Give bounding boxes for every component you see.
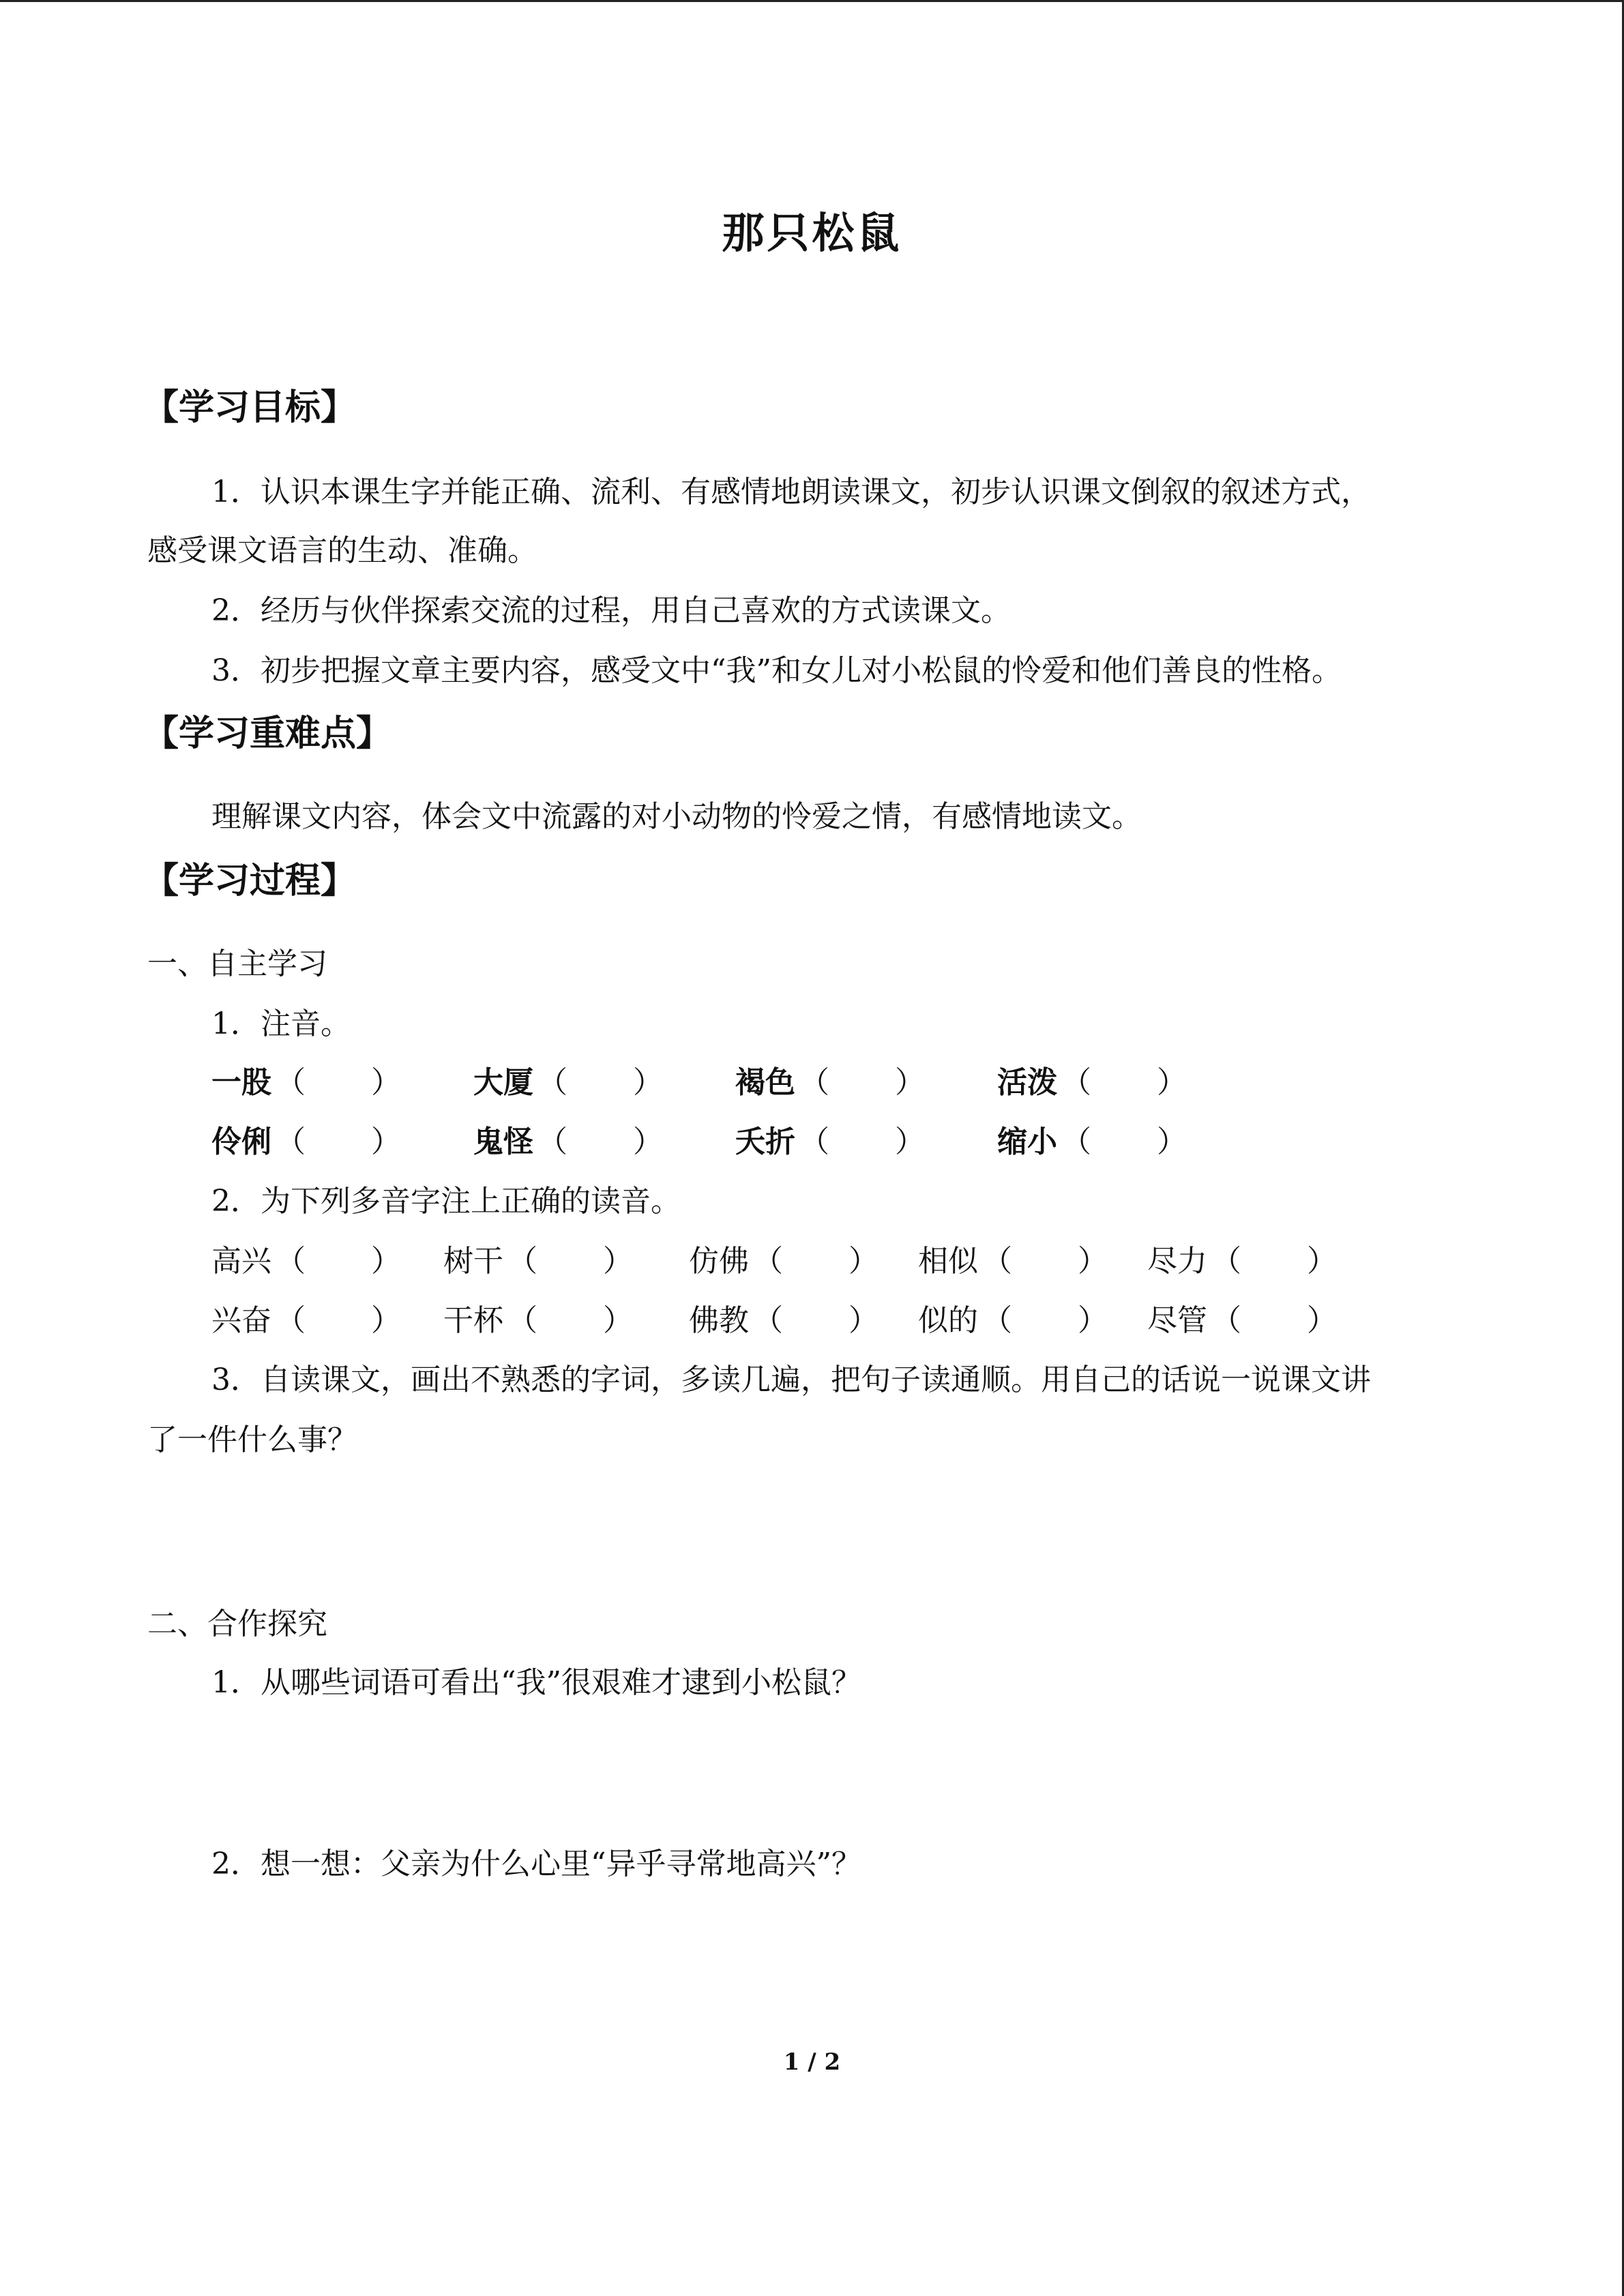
pinyin-word	[211, 1064, 401, 1102]
polyphone-word	[211, 1302, 401, 1340]
paren-open: （	[276, 1124, 306, 1159]
paren-open: （	[276, 1065, 306, 1100]
pinyin-word-text: 褐色	[735, 1065, 795, 1100]
paren-open: （	[799, 1065, 829, 1100]
paren-open: （	[753, 1303, 783, 1338]
polyphone-word	[443, 1302, 633, 1340]
pinyin-word	[735, 1064, 925, 1102]
part2-question-2: 2．想一想：父亲为什么心里“异乎寻常地高兴”？	[211, 1847, 861, 1881]
key-points-text: 理解课文内容，体会文中流露的对小动物的怜爱之情，有感情地读文。	[211, 799, 1142, 834]
part1-question-1: 1．注音。	[211, 1007, 351, 1041]
paren-close: ）	[603, 1303, 633, 1338]
paren-close: ）	[1157, 1065, 1187, 1100]
paren-open: （	[1211, 1244, 1241, 1279]
paren-close: ）	[895, 1124, 925, 1159]
part1-question-3-line-1: 3．自读课文，画出不熟悉的字词，多读几遍，把句子读通顺。用自己的话说一说课文讲	[211, 1362, 1371, 1397]
polyphone-word	[443, 1242, 633, 1281]
pinyin-word	[997, 1064, 1187, 1102]
polyphone-word-text: 佛教	[689, 1303, 749, 1338]
pinyin-word	[735, 1123, 925, 1161]
pinyin-word-text: 大厦	[473, 1065, 533, 1100]
paren-close: ）	[603, 1244, 633, 1279]
paren-open: （	[507, 1303, 537, 1338]
paren-close: ）	[371, 1303, 401, 1338]
pinyin-word-text: 鬼怪	[473, 1124, 533, 1159]
polyphone-word	[918, 1242, 1108, 1281]
paren-close: ）	[1307, 1244, 1337, 1279]
page-border-top	[0, 0, 1624, 2]
polyphone-word-text: 干杯	[443, 1303, 503, 1338]
polyphone-word	[689, 1242, 879, 1281]
pinyin-word-text: 缩小	[997, 1124, 1057, 1159]
paren-close: ）	[1078, 1244, 1108, 1279]
paren-open: （	[537, 1124, 567, 1159]
paren-close: ）	[371, 1065, 401, 1100]
polyphone-word	[918, 1302, 1108, 1340]
paren-close: ）	[1157, 1124, 1187, 1159]
pinyin-word-text: 夭折	[735, 1124, 795, 1159]
paren-open: （	[753, 1244, 783, 1279]
paren-close: ）	[633, 1124, 663, 1159]
goal-item-3: 3．初步把握文章主要内容，感受文中“我”和女儿对小松鼠的怜爱和他们善良的性格。	[211, 653, 1342, 688]
polyphone-word-text: 仿佛	[689, 1244, 749, 1279]
polyphone-word-text: 相似	[918, 1244, 978, 1279]
pinyin-word	[473, 1064, 663, 1102]
paren-close: ）	[895, 1065, 925, 1100]
paren-open: （	[276, 1303, 306, 1338]
part2-question-1: 1．从哪些词语可看出“我”很艰难才逮到小松鼠？	[211, 1665, 861, 1700]
part2-title: 二、合作探究	[147, 1607, 327, 1641]
paren-open: （	[507, 1244, 537, 1279]
paren-open: （	[1211, 1303, 1241, 1338]
paren-open: （	[276, 1244, 306, 1279]
polyphone-word	[1147, 1302, 1337, 1340]
pinyin-word-text: 一股	[211, 1065, 271, 1100]
document-title: 那只松鼠	[722, 208, 902, 258]
part1-title: 一、自主学习	[147, 946, 327, 981]
goals-heading: 【学习目标】	[143, 387, 357, 428]
polyphone-word-text: 高兴	[211, 1244, 271, 1279]
paren-open: （	[1061, 1124, 1091, 1159]
paren-close: ）	[1078, 1303, 1108, 1338]
goal-item-2: 2．经历与伙伴探索交流的过程，用自己喜欢的方式读课文。	[211, 593, 1011, 628]
page-number: 1 / 2	[783, 2048, 841, 2076]
polyphone-word-text: 尽力	[1147, 1244, 1207, 1279]
paren-open: （	[982, 1303, 1012, 1338]
polyphone-word-text: 似的	[918, 1303, 978, 1338]
paren-close: ）	[371, 1124, 401, 1159]
polyphone-word	[689, 1302, 879, 1340]
goal-item-1-line-1: 1．认识本课生字并能正确、流利、有感情地朗读课文，初步认识课文倒叙的叙述方式，	[211, 475, 1371, 509]
polyphone-word-text: 兴奋	[211, 1303, 271, 1338]
paren-close: ）	[848, 1244, 879, 1279]
goal-item-1-line-2: 感受课文语言的生动、准确。	[147, 533, 537, 568]
paren-close: ）	[1307, 1303, 1337, 1338]
paren-open: （	[1061, 1065, 1091, 1100]
part1-question-3-line-2: 了一件什么事？	[147, 1422, 357, 1457]
paren-close: ）	[371, 1244, 401, 1279]
polyphone-word	[211, 1242, 401, 1281]
polyphone-word-text: 树干	[443, 1244, 503, 1279]
polyphone-word	[1147, 1242, 1337, 1281]
paren-close: ）	[633, 1065, 663, 1100]
paren-close: ）	[848, 1303, 879, 1338]
paren-open: （	[982, 1244, 1012, 1279]
key-points-heading: 【学习重难点】	[143, 713, 392, 754]
polyphone-word-text: 尽管	[1147, 1303, 1207, 1338]
pinyin-word-text: 活泼	[997, 1065, 1057, 1100]
pinyin-word-text: 伶俐	[211, 1124, 271, 1159]
paren-open: （	[537, 1065, 567, 1100]
part1-question-2: 2．为下列多音字注上正确的读音。	[211, 1184, 681, 1219]
process-heading: 【学习过程】	[143, 860, 357, 901]
pinyin-word	[473, 1123, 663, 1161]
pinyin-word	[211, 1123, 401, 1161]
paren-open: （	[799, 1124, 829, 1159]
pinyin-word	[997, 1123, 1187, 1161]
